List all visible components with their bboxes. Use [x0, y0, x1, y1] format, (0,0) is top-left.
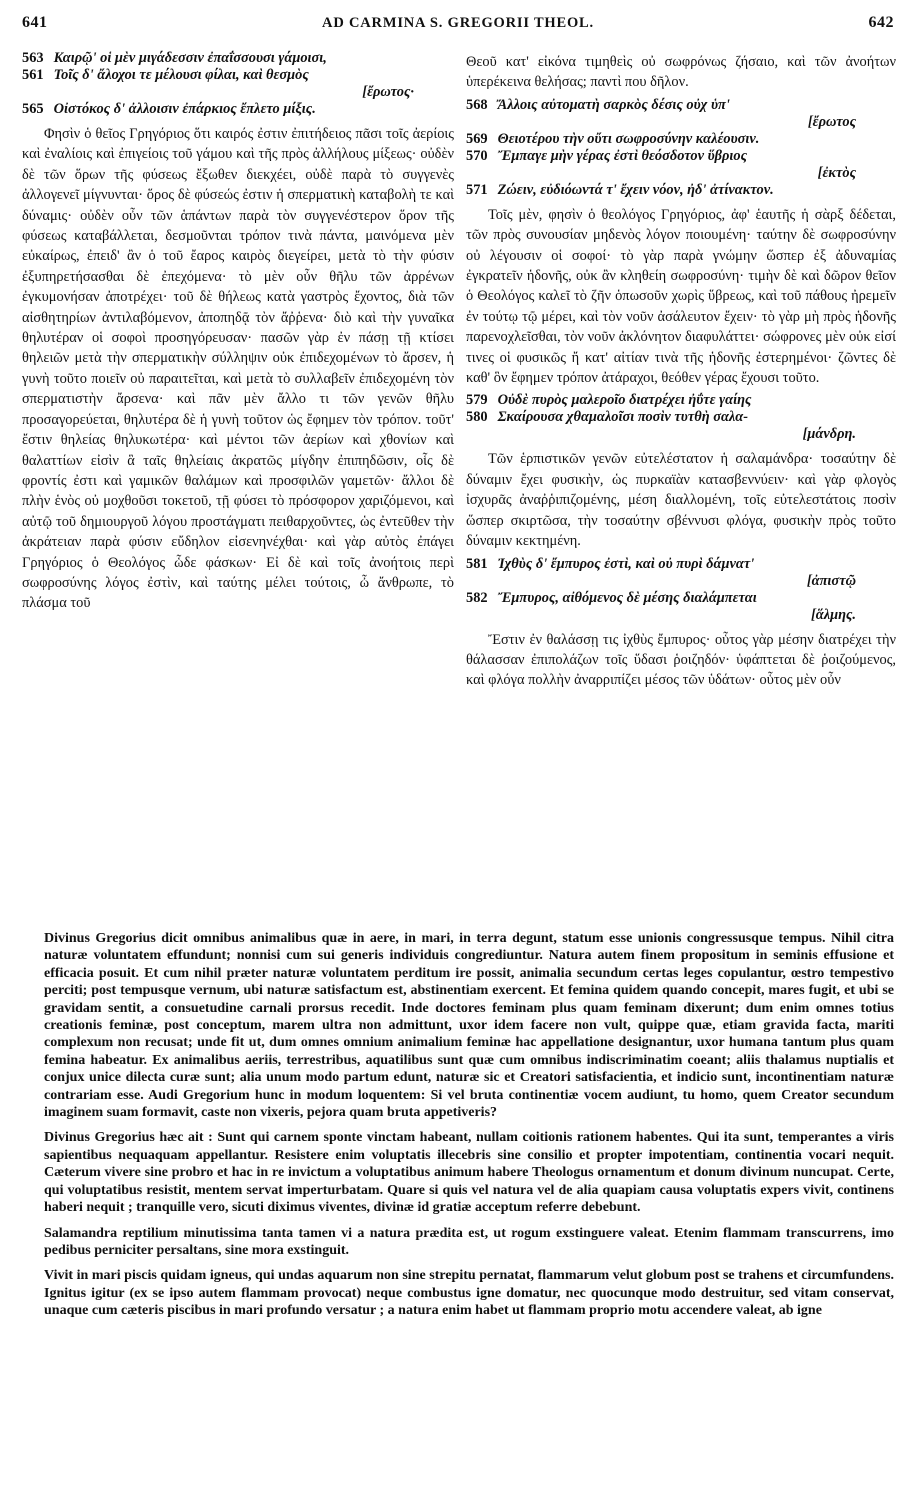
latin-paragraph: Vivit in mari piscis quidam igneus, qui undas aquarum non sine strepitu pernatat, flammarum velut globum post se trahens et circumfundens. Ignitus igitur (ex se ipso autem flammam provocat) neque combustus igne domatur, nec quocunque modo destruitur, sed vitam conservat, unaque cum cæteris piscibus in mari profundo versatur ; a natura enim habet ut flammam proprio motu accendere valeat, ab igne [44, 1268, 894, 1319]
verse-continuation: [ἅλμης. [810, 606, 856, 623]
page-header [22, 14, 894, 40]
greek-commentary: Φησὶν ὁ θεῖος Γρηγόριος ὅτι καιρός ἐστιν ἐπιτήδειος πᾶσι τοῖς ἀερίοις καὶ ἐναλίοις καὶ ἐπιγείοις τοῦ γάμου καὶ τῆς πρὸς ἀλλήλους μίξεως· οὐδὲν δὲ τῶν ὅρων τῆς φύσεως ἔξωθεν διεκχέει, οὐδὲ παρὰ τὸ συγγενὲς ἀλλογενεῖ μίγνυνται· ὅρος δὲ φύσεώς ἐστιν ἡ σπερματικὴ καταβολὴ τε καὶ δύναμις· οὐδὲν οὖν τῶν ἁπάντων παρὰ τὸν συγγενέστερον ὅρον τῆς φύσεως καταβάλλεται, δεσμοῦνται τρόπον τινὰ πάντα, μαινόμενα μὲν εὐκαίρως, ἐπειδ' ἂν ὁ τοῦ ἔαρος καιρὸς διεγείρει, μετὰ τὸ τὴν φύσιν ἐξυπηρετήσασθαι δὲ ἐπεχόμενα· τὸ μὲν οὖν θῆλυ τῶν ἀρρένων ἐγκυμονήσαν ἀποτρέχει· τοῦ δὲ θήλεως κατὰ γαστρὸς ἔχοντος, διὰ τῶν αἰσθητηρίων ἀντιλαβόμενον, ἀποπηδᾷ τὸν ἄῤῥενα· διὸ καὶ τὴν γυναῖκα θηλυτέραν οἱ σοφοὶ προσηγόρευσαν· πασῶν γὰρ ἐν πάσῃ τῇ κτίσει θηλειῶν μετὰ τὴν σπερματικὴν σύλληψιν οὐκ ἐπιδεχομένων τὸ ἄρσεν, ἡ γυνὴ τοῦτο ποιεῖν οὐ παραιτεῖται, καὶ μετὰ τὸ συλλαβεῖν ἐπιδεχομένη τὸν σπερματιστὴν ἄρσενα· καὶ πᾶν μὲν ἄλλο τι τῶν γενῶν θῆλυ προσαγορεύεται, θηλυτέρα δὲ ἡ γυνὴ τοῦτον ὡς ἔφημεν τὸν τρόπον. τοῦτ' ἔστιν θηλείας θηλυκωτέρα· καὶ μέντοι τῶν ἀερίων καὶ χθονίων καὶ θαλαττίων εἰσὶν ἃ ταῖς θηλείαις ἀκρατῶς μίγδην ἐπιπηδῶσιν, οἷς δὲ φροντίς ἐστι καὶ γαμικῶν θαλάμων καὶ προσφιλῶν γαμετῶν· ἄλλοι δὲ πλὴν ἑνὸς οὐ μοχθοῦσι τοκετοῦ, τῇ φύσει τὸ πρόσφορον χαριζόμενοι, καὶ αὐτῷ τοῦ δημιουργοῦ λόγου προστάγματι πειθαρχοῦντες, ὡς ἐντεῦθεν τὴν ἀκράτειαν παρὰ φύσιν εὔδηλον εἰσενηνέχθαι· καὶ γὰρ αὐτὸς ἐπάγει Γρηγόριος ὁ Θεολόγος ὧδε φάσκων· Εἰ δὲ καὶ τοῖς ἀνοήτοις περὶ σωφροσύνης λόγος ἐστὶν, καὶ ταύτης μέλει τούτοις, ὦ ἄνθρωπε, τὸ πλάσμα τοῦ [22, 126, 454, 612]
verse-line [466, 148, 896, 182]
verse-continuation: [ἔρωτος [807, 113, 856, 130]
verse-text: Ἔμπαγε μὴν γέρας ἐστὶ θεόσδοτον ὕβριος [497, 147, 748, 164]
verse-number: 570 [466, 147, 488, 164]
verse-line [22, 101, 454, 118]
verse-continuation: [ἔρωτος· [362, 84, 414, 100]
verse-number: 568 [466, 96, 488, 113]
verse-line [466, 409, 896, 443]
verse-continuation: [μάνδρη. [802, 426, 856, 443]
verse-continuation: [ἐκτὸς [817, 164, 856, 181]
verse-block-581 [466, 556, 896, 624]
running-title: AD CARMINA S. GREGORII THEOL. [322, 15, 594, 31]
verse-continuation: [ἀπιστῷ [806, 572, 856, 589]
verse-text: Ἔμπυρος, αἰθόμενος δὲ μέσης διαλάμπεται [497, 589, 757, 606]
greek-commentary-continuation: Θεοῦ κατ' εἰκόνα τιμηθεὶς οὐ σωφρόνως ζήσαιο, καὶ τῶν ἀνοήτων ὑπερέκεινα θελήσας; παντὶ που δῆλον. [466, 54, 896, 91]
verse-block-568 [466, 97, 896, 199]
verse-line [466, 131, 896, 148]
right-greek-column [466, 46, 896, 693]
verse-text: Οὐδὲ πυρὸς μαλεροῖο διατρέχει ἠΰτε γαίης [497, 392, 752, 409]
verse-block-563 [22, 50, 454, 118]
verse-text: Ἰχθὺς δ' ἔμπυρος ἐστὶ, καὶ οὐ πυρὶ δάμνατ' [497, 555, 755, 572]
verse-text: Θειοτέρου τὴν οὔτι σωφροσύνην καλέουσιν. [497, 130, 760, 147]
latin-paragraph: Divinus Gregorius dicit omnibus animalibus quæ in aere, in mari, in terra degunt, statum esse unionis congressusque tempus. Nihil citra naturæ voluntatem effundunt; nonnisi cum sui generis individuis congrediuntur. Natura autem finem propositum in seminis effusione et efficacia posuit. Et cum nihil præter naturæ voluntatem perditum ire possit, animalia secundum certas leges copulantur, œstro tempestivo perciti; post tempusque vernum, ubi naturæ satisfactum est, abstinentiam exercent. Et femina quidem quando concepit, mares fugit, et ubi se gravidam sentit, a consuetudine carnali prorsus recedit. Inde doctores feminam plus quam feminam dixerunt; dum enim omnes totius creationis feminæ, post conceptum, marem ultra non admittunt, uxor idem facere non vult, quippe quæ, etiam gravida facta, mariti complexum non recusat; unde fit ut, dum omnes omnium animalium feminæ hac appellatione designantur, uxor humana tantum plus quam femina habeatur. Ex animalibus aeriis, terrestribus, aquatilibus sunt quæ cum omnibus indiscriminatim coeant; aliis thalamus nuptialis et conjux unice dilecta curæ sunt; alia unum modo partum edunt, naturæ sic et Creatori satisfacientia, et indicio sunt, incontinentiam naturæ contrariam esse. Audi Gregorium hunc in modum loquentem: Si vel bruta continentiæ vocem audiunt, tu homo, quem Creator secundum imaginem suam formavit, caste non vixeris, pejora quam bruta appetiveris? [44, 931, 894, 1121]
verse-number: 579 [466, 392, 488, 409]
verse-text: Καιρῷ' οἱ μὲν μιγάδεσσιν ἐπαΐσσουσι γάμοισι, [53, 50, 327, 66]
left-greek-column [22, 46, 454, 616]
verse-line [466, 590, 896, 624]
verse-line [466, 556, 896, 590]
greek-commentary: Ἔστιν ἐν θαλάσσῃ τις ἰχθὺς ἔμπυρος· οὗτος γὰρ μέσην διατρέχει τὴν θάλασσαν ἐπιπολάζων τοῖς ὕδασι ῥοιζηδόν· ὑφάπτεται δὲ ῥοιζούμενος, καὶ φλόγα πολλὴν ἀναρριπίζει μέσος τῶν ὑδάτων· οὗτος μὲν οὖν [466, 631, 896, 689]
verse-text: Σκαίρουσα χθαμαλοῖσι ποσὶν τυτθὴ σαλα- [497, 409, 749, 426]
latin-paragraph: Salamandra reptilium minutissima tanta tamen vi a natura prædita est, ut rogum exstinguere valeat. Etenim flammam transcurrens, imo pedibus perniciter persaltans, sine mora exstinguit. [44, 1225, 894, 1258]
greek-commentary: Τοῖς μὲν, φησὶν ὁ θεολόγος Γρηγόριος, ἀφ' ἑαυτῆς ἡ σὰρξ δέδεται, τῶν πρὸς συνουσίαν μηδενὸς λόγον ποιουμένη· ταύτην δὲ σωφροσύνην οὐ λέγουσιν οἱ σοφοί· τὸ γὰρ παρὰ γνώμην ὥσπερ ἐξ ἀδυναμίας ἐγκρατεῖν ἡδονῆς, οὐκ ἂν κληθείη σωφροσύνη· τιμὴν δὲ καὶ δῶρον θεῖον ὁ Θεολόγος καλεῖ τὸ ζῆν ὁπωσοῦν χωρὶς ὕβρεως, καὶ τοῦ πάθους ἠρεμεῖν ἐν τούτῳ τῷ μέρει, καὶ τὸν νοῦν ἀσάλευτον ἔχειν· τὸ γὰρ μὴ πρὸς ἡδονῆς παρενοχλεῖσθαι, τὸν νοῦν ἀκλόνητον διαφυλάττει· σώφρονες μὲν οὐκ εἰσί τινες οἱ φυσικῶς ἤ κατ' αἰτίαν τινὰ τῆς ἡδονῆς ἐστερημένοι· ζῶντες δὲ καθ' ὃν ἔφημεν τρόπον ἀτάραχοι, θεόθεν γέρας ἔχουσι τοῦτο. [466, 206, 896, 387]
verse-number: 563 [22, 50, 44, 66]
verse-number: 580 [466, 409, 488, 426]
verse-number: 569 [466, 130, 488, 147]
page-number-right: 642 [868, 14, 894, 31]
verse-text: Τοῖς δ' ἄλοχοι τε μέλουσι φίλαι, καὶ θεσμὸς [53, 67, 309, 83]
verse-line [22, 67, 454, 101]
verse-number: 582 [466, 589, 488, 606]
verse-text: Οἰστόκος δ' ἀλλοισιν ἐπάρκιος ἔπλετο μίξις. [53, 101, 316, 117]
verse-line [22, 50, 454, 67]
verse-line [466, 97, 896, 131]
verse-number: 571 [466, 181, 488, 198]
verse-number: 565 [22, 101, 44, 117]
page-number-left: 641 [22, 14, 48, 31]
verse-block-579 [466, 392, 896, 443]
verse-text: Ἄλλοις αὐτοματὴ σαρκὸς δέσις οὐχ ὑπ' [497, 96, 730, 113]
verse-line [466, 182, 896, 199]
verse-number: 581 [466, 555, 488, 572]
latin-paragraph: Divinus Gregorius hæc ait : Sunt qui carnem sponte vinctam habeant, nullam coitionis rationem habentes. Qui ita sunt, temperantes a viris sapientibus nequaquam appellantur. Resistere enim voluptatis illecebris sine consilio et propter impotentiam, continentia vocari nequit. Cæterum vivere sine probro et hac in re invictum a voluptatibus animum habere Theologus ornamentum et donum divinum nuncupat. Certe, qui voluptatibus resistit, mentem servat imperturbatam. Quare si quis vel natura vel de alia quapiam causa voluptatis expers vivit, continens haberi nequit ; tranquille vero, sicuti diximus viventes, divinæ id gratiæ acceptum referre debebunt. [44, 1130, 894, 1216]
latin-translation [44, 930, 894, 1328]
verse-text: Ζώειν, εὐδιόωντά τ' ἔχειν νόον, ἠδ' ἀτίνακτον. [497, 181, 774, 198]
verse-line [466, 392, 896, 409]
verse-number: 561 [22, 67, 44, 83]
greek-commentary: Τῶν ἑρπιστικῶν γενῶν εὐτελέστατον ἡ σαλαμάνδρα· τοσαύτην δὲ δύναμιν ἔχει φυσικὴν, ὡς πυρκαϊὰν κατασβεννύειν· καὶ γὰρ φλογὸς ἰσχυρᾶς ἀναῤῥιπιζομένης, μέση διαλλομένη, τοῖς εὐτελεστάτοις ποσὶν ὥσπερ σκιρτῶσα, τὴν τοσαύτην σβέννυσι φλόγα, φυσικὴν πρὸς τοῦτο δύναμιν κεκτημένη. [466, 451, 896, 550]
